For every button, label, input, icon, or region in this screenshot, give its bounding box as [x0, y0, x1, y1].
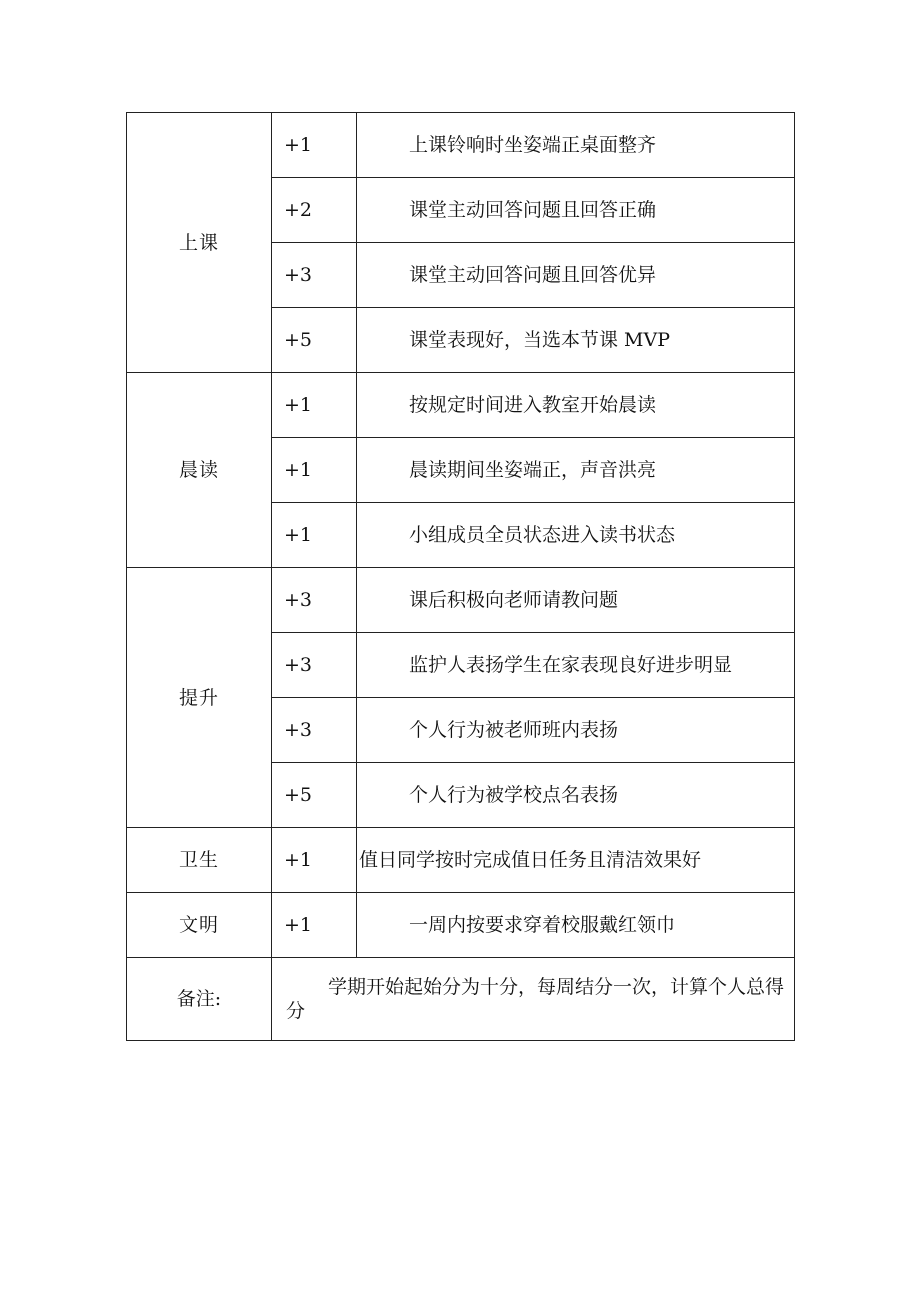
category-cell: 卫生	[127, 828, 272, 893]
description-cell: 晨读期间坐姿端正，声音洪亮	[357, 438, 795, 503]
table-row	[127, 828, 795, 893]
points-cell: +3	[272, 698, 357, 763]
points-cell: +1	[272, 828, 357, 893]
category-cell: 提升	[127, 568, 272, 828]
points-cell: +5	[272, 763, 357, 828]
points-cell: +3	[272, 633, 357, 698]
description-cell: 一周内按要求穿着校服戴红领巾	[357, 893, 795, 958]
note-row	[127, 958, 795, 1041]
points-cell: +1	[272, 438, 357, 503]
points-cell: +5	[272, 308, 357, 373]
points-cell: +1	[272, 113, 357, 178]
points-cell: +1	[272, 893, 357, 958]
points-cell: +2	[272, 178, 357, 243]
note-label: 备注:	[127, 958, 272, 1041]
description-cell: 课堂主动回答问题且回答正确	[357, 178, 795, 243]
description-cell: 按规定时间进入教室开始晨读	[357, 373, 795, 438]
points-cell: +3	[272, 568, 357, 633]
description-cell: 课堂表现好，当选本节课 MVP	[357, 308, 795, 373]
description-cell: 课后积极向老师请教问题	[357, 568, 795, 633]
points-cell: +1	[272, 503, 357, 568]
points-cell: +1	[272, 373, 357, 438]
table-row	[127, 373, 795, 438]
category-cell: 文明	[127, 893, 272, 958]
score-rules-table	[126, 112, 795, 1041]
description-cell: 个人行为被老师班内表扬	[357, 698, 795, 763]
description-cell: 上课铃响时坐姿端正桌面整齐	[357, 113, 795, 178]
description-cell: 个人行为被学校点名表扬	[357, 763, 795, 828]
note-text: 学期开始起始分为十分，每周结分一次，计算个人总得分	[272, 958, 795, 1041]
table-row	[127, 113, 795, 178]
description-cell: 值日同学按时完成值日任务且清洁效果好	[357, 828, 795, 893]
table-row	[127, 568, 795, 633]
category-cell: 晨读	[127, 373, 272, 568]
description-cell: 课堂主动回答问题且回答优异	[357, 243, 795, 308]
description-cell: 小组成员全员状态进入读书状态	[357, 503, 795, 568]
category-cell: 上课	[127, 113, 272, 373]
points-cell: +3	[272, 243, 357, 308]
table-row	[127, 893, 795, 958]
description-cell: 监护人表扬学生在家表现良好进步明显	[357, 633, 795, 698]
